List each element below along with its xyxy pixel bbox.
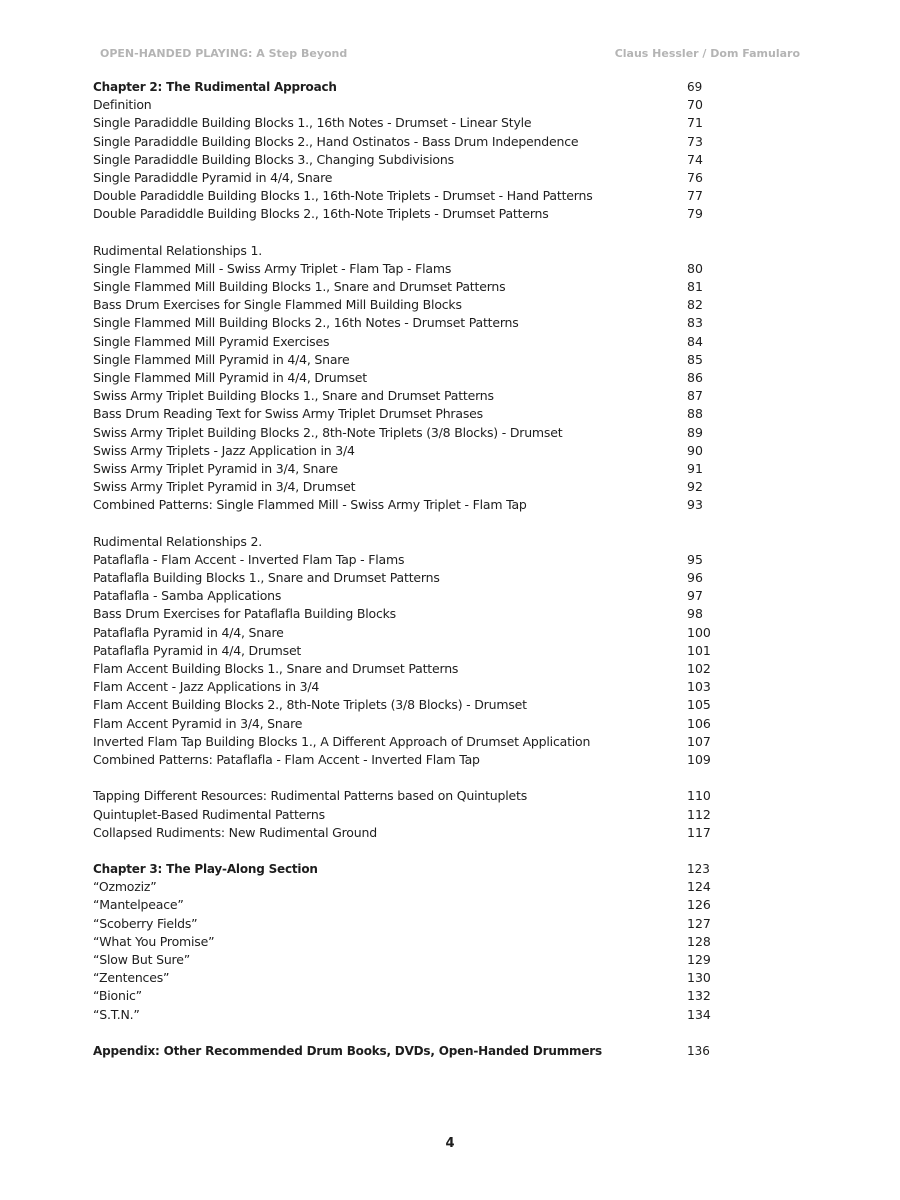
- toc-entry-title: “Zentences”: [93, 970, 170, 986]
- toc-entry-title: Single Paradiddle Building Blocks 2., Hand Ostinatos - Bass Drum Independence: [93, 133, 579, 149]
- toc-entry-title: Bass Drum Exercises for Single Flammed Mill Building Blocks: [93, 297, 462, 313]
- toc-entry-page: 95: [687, 551, 703, 567]
- toc-entry: [93, 569, 733, 587]
- toc-entry-title: “Bionic”: [93, 988, 142, 1004]
- toc-entry-page: 87: [687, 388, 703, 404]
- toc-entry-title: Pataflafla - Samba Applications: [93, 588, 282, 604]
- toc-entry-title: Pataflafla - Flam Accent - Inverted Flam Tap - Flams: [93, 551, 405, 567]
- toc-entry: [93, 605, 733, 623]
- toc-entry-title: Bass Drum Reading Text for Swiss Army Triplet Drumset Phrases: [93, 406, 483, 422]
- toc-entry: [93, 696, 733, 714]
- toc-entry-title: Double Paradiddle Building Blocks 2., 16th-Note Triplets - Drumset Patterns: [93, 206, 549, 222]
- toc-entry-page: 79: [687, 206, 703, 222]
- toc-entry-page: 69: [687, 80, 703, 94]
- toc-entry-title: Combined Patterns: Single Flammed Mill - Swiss Army Triplet - Flam Tap: [93, 497, 527, 513]
- toc-entry-page: 82: [687, 297, 703, 313]
- toc-entry-page: 100: [687, 624, 711, 640]
- toc-entry-page: 117: [687, 824, 711, 840]
- toc-entry-title: “Slow But Sure”: [93, 952, 190, 967]
- toc-entry: [93, 987, 733, 1005]
- toc-entry: [93, 642, 733, 660]
- toc-entry: [93, 187, 733, 205]
- toc-entry: [93, 751, 733, 769]
- toc-entry-title: Flam Accent - Jazz Applications in 3/4: [93, 679, 320, 695]
- toc-entry-title: Swiss Army Triplets - Jazz Application in 3/4: [93, 442, 355, 458]
- toc-entry-page: 124: [687, 879, 711, 895]
- toc-entry-page: 70: [687, 97, 703, 113]
- toc-entry: [93, 314, 733, 332]
- toc-entry: [93, 114, 733, 132]
- toc-entry-page: 84: [687, 333, 703, 349]
- toc-entry: [93, 660, 733, 678]
- toc-entry-page: 97: [687, 588, 703, 604]
- toc-entry-page: 132: [687, 988, 711, 1004]
- toc-entry-page: 107: [687, 733, 711, 749]
- toc-spacer: [93, 769, 733, 787]
- toc-entry: [93, 896, 733, 914]
- toc-entry-title: Swiss Army Triplet Building Blocks 1., Snare and Drumset Patterns: [93, 388, 494, 404]
- toc-entry: [93, 878, 733, 896]
- toc-entry-page: 110: [687, 788, 711, 804]
- toc-entry-title: Flam Accent Pyramid in 3/4, Snare: [93, 715, 303, 731]
- toc-entry: [93, 1006, 733, 1024]
- toc-entry-page: 105: [687, 697, 711, 713]
- toc-entry-page: 81: [687, 279, 703, 295]
- toc-entry-title: “S.T.N.”: [93, 1006, 140, 1022]
- toc-entry: [93, 969, 733, 987]
- toc-entry-title: Chapter 3: The Play-Along Section: [93, 862, 318, 877]
- toc-entry: [93, 715, 733, 733]
- toc-entry: [93, 915, 733, 933]
- toc-entry: [93, 678, 733, 696]
- toc-entry: [93, 296, 733, 314]
- toc-entry: [93, 442, 733, 460]
- toc-entry-page: 89: [687, 424, 703, 440]
- toc-entry: [93, 387, 733, 405]
- toc-entry-title: Pataflafla Pyramid in 4/4, Snare: [93, 624, 284, 640]
- toc-entry: [93, 951, 733, 969]
- toc-entry: [93, 96, 733, 114]
- toc-entry: [93, 787, 733, 805]
- toc-spacer: [93, 224, 733, 242]
- toc-entry: [93, 460, 733, 478]
- toc-entry-title: Single Paradiddle Building Blocks 1., 16th Notes - Drumset - Linear Style: [93, 115, 532, 131]
- toc-entry: [93, 242, 733, 260]
- toc-entry-title: Rudimental Relationships 2.: [93, 533, 262, 549]
- toc-entry-title: Pataflafla Pyramid in 4/4, Drumset: [93, 642, 302, 658]
- toc-entry-page: 109: [687, 751, 711, 767]
- toc-entry: [93, 806, 733, 824]
- toc-entry-title: “What You Promise”: [93, 933, 215, 949]
- toc-entry-page: 83: [687, 315, 703, 331]
- authors: Claus Hessler / Dom Famularo: [614, 47, 800, 60]
- toc-entry-title: Single Paradiddle Pyramid in 4/4, Snare: [93, 169, 333, 185]
- toc-entry: [93, 478, 733, 496]
- toc-entry-title: Single Flammed Mill Pyramid in 4/4, Drumset: [93, 370, 367, 385]
- toc-entry-title: Swiss Army Triplet Pyramid in 3/4, Drumset: [93, 479, 356, 495]
- toc-entry: [93, 351, 733, 369]
- toc-entry: [93, 205, 733, 223]
- toc-entry-title: Single Flammed Mill Pyramid in 4/4, Snare: [93, 351, 350, 367]
- toc-entry-page: 77: [687, 188, 703, 204]
- toc-entry-page: 101: [687, 642, 711, 658]
- toc-entry-page: 106: [687, 715, 711, 731]
- toc-entry-title: Bass Drum Exercises for Pataflafla Building Blocks: [93, 606, 396, 622]
- toc-entry: [93, 333, 733, 351]
- toc-spacer: [93, 515, 733, 533]
- toc-entry-title: Single Flammed Mill Building Blocks 1., Snare and Drumset Patterns: [93, 279, 506, 295]
- toc-entry-page: 71: [687, 115, 703, 131]
- toc-entry-title: “Mantelpeace”: [93, 897, 184, 913]
- toc-entry: [93, 133, 733, 151]
- toc-entry-title: Swiss Army Triplet Pyramid in 3/4, Snare: [93, 460, 338, 476]
- toc-entry: [93, 587, 733, 605]
- toc-entry-title: Appendix: Other Recommended Drum Books, DVDs, Open-Handed Drummers: [93, 1043, 602, 1058]
- toc-entry-page: 98: [687, 606, 703, 622]
- toc-entry-page: 90: [687, 442, 703, 458]
- toc-entry: [93, 496, 733, 514]
- toc-entry-page: 134: [687, 1006, 711, 1022]
- toc-entry: [93, 624, 733, 642]
- toc-spacer: [93, 1024, 733, 1042]
- toc-entry: [93, 424, 733, 442]
- toc-entry-title: Swiss Army Triplet Building Blocks 2., 8th-Note Triplets (3/8 Blocks) - Drumset: [93, 424, 563, 440]
- toc-entry: [93, 169, 733, 187]
- toc-entry-title: Flam Accent Building Blocks 2., 8th-Note Triplets (3/8 Blocks) - Drumset: [93, 697, 527, 713]
- toc-entry-page: 85: [687, 351, 703, 367]
- toc-entry-title: Inverted Flam Tap Building Blocks 1., A Different Approach of Drumset Application: [93, 733, 591, 749]
- toc-entry-page: 136: [687, 1043, 710, 1058]
- toc-entry: [93, 278, 733, 296]
- toc-entry-page: 73: [687, 133, 703, 149]
- toc-entry-page: 130: [687, 970, 711, 986]
- toc-entry-title: Tapping Different Resources: Rudimental Patterns based on Quintuplets: [93, 788, 528, 804]
- toc-entry-title: Single Paradiddle Building Blocks 3., Changing Subdivisions: [93, 151, 454, 167]
- toc-entry-title: Double Paradiddle Building Blocks 1., 16th-Note Triplets - Drumset - Hand Patterns: [93, 188, 593, 204]
- toc-entry-title: Single Flammed Mill Pyramid Exercises: [93, 333, 330, 349]
- toc-entry: [93, 151, 733, 169]
- toc-entry: [93, 733, 733, 751]
- toc-entry-page: 103: [687, 679, 711, 695]
- toc-entry-page: 126: [687, 897, 711, 913]
- toc-entry-title: Flam Accent Building Blocks 1., Snare and Drumset Patterns: [93, 661, 459, 676]
- running-header: [100, 47, 800, 65]
- toc-entry: [93, 533, 733, 551]
- toc-entry-title: Rudimental Relationships 1.: [93, 242, 262, 258]
- toc-entry-title: Pataflafla Building Blocks 1., Snare and Drumset Patterns: [93, 570, 440, 586]
- toc-entry: [93, 824, 733, 842]
- toc-entry-page: 91: [687, 460, 703, 476]
- toc-entry: [93, 260, 733, 278]
- toc-entry-page: 92: [687, 479, 703, 495]
- toc-entry-page: 102: [687, 661, 711, 676]
- toc-entry-title: Quintuplet-Based Rudimental Patterns: [93, 806, 325, 822]
- toc-chapter-heading: [93, 860, 733, 878]
- toc-entry-page: 123: [687, 862, 710, 877]
- book-title: OPEN-HANDED PLAYING: A Step Beyond: [100, 47, 348, 60]
- toc-entry-page: 129: [687, 952, 711, 967]
- toc-entry: [93, 551, 733, 569]
- toc-entry-page: 128: [687, 933, 711, 949]
- toc-entry-title: Chapter 2: The Rudimental Approach: [93, 80, 337, 94]
- toc-entry: [93, 405, 733, 423]
- toc-entry-page: 96: [687, 570, 703, 586]
- toc-entry-title: Combined Patterns: Pataflafla - Flam Accent - Inverted Flam Tap: [93, 751, 480, 767]
- toc-chapter-heading: [93, 1042, 733, 1060]
- toc-entry-title: “Scoberry Fields”: [93, 915, 198, 931]
- table-of-contents: [93, 78, 733, 1060]
- toc-entry-page: 86: [687, 370, 703, 385]
- page-number: 4: [445, 1136, 455, 1151]
- toc-entry-title: Definition: [93, 97, 152, 113]
- toc-entry-title: Collapsed Rudiments: New Rudimental Ground: [93, 824, 377, 840]
- toc-entry-title: Single Flammed Mill - Swiss Army Triplet - Flam Tap - Flams: [93, 260, 452, 276]
- toc-entry: [93, 933, 733, 951]
- toc-entry-page: 80: [687, 260, 703, 276]
- toc-spacer: [93, 842, 733, 860]
- toc-chapter-heading: [93, 78, 733, 96]
- toc-entry-page: 88: [687, 406, 703, 422]
- toc-entry-page: 93: [687, 497, 703, 513]
- toc-entry-page: 76: [687, 169, 703, 185]
- toc-entry-page: 127: [687, 915, 711, 931]
- toc-entry-title: Single Flammed Mill Building Blocks 2., 16th Notes - Drumset Patterns: [93, 315, 519, 331]
- toc-entry-title: “Ozmoziz”: [93, 879, 157, 895]
- toc-entry: [93, 369, 733, 387]
- toc-entry-page: 112: [687, 806, 711, 822]
- toc-entry-page: 74: [687, 151, 703, 167]
